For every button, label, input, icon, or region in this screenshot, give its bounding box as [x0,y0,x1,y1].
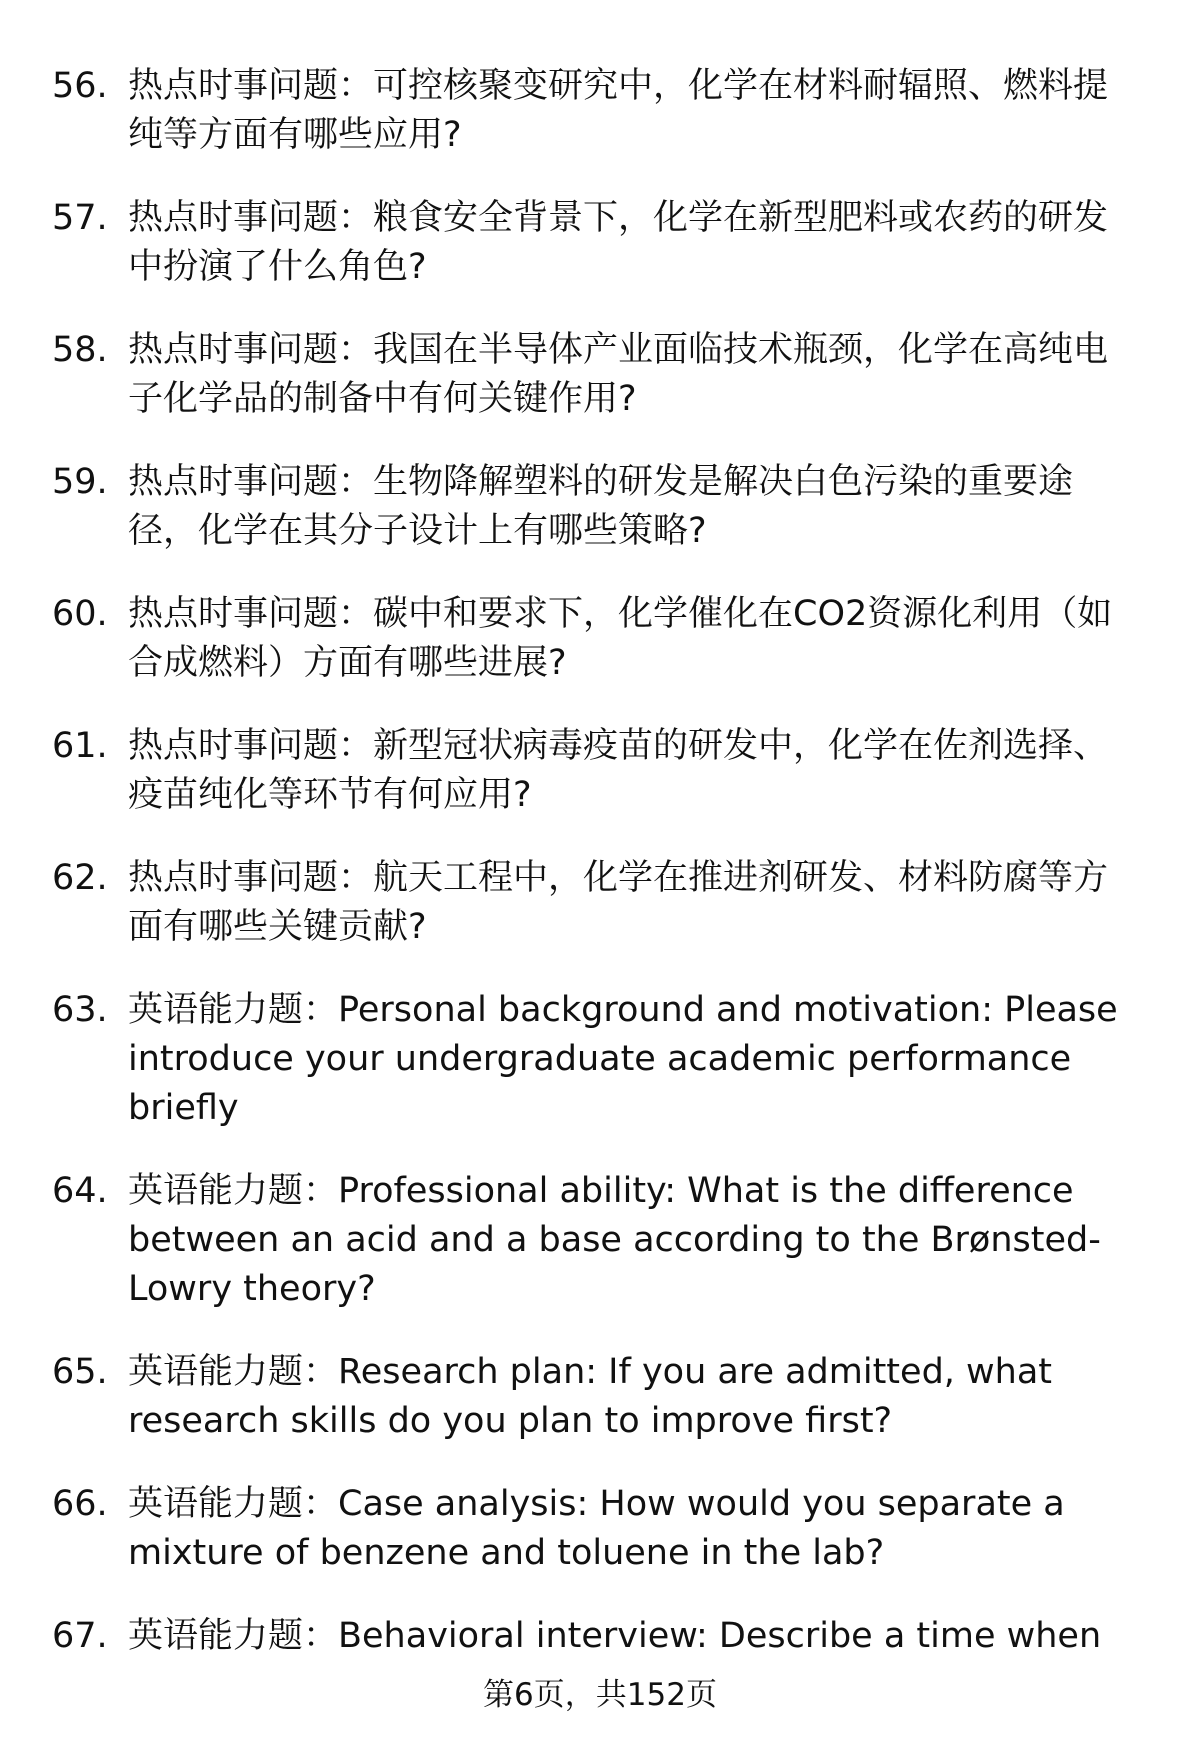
question-item [0,1348,1200,1446]
question-text: 英语能力题：Personal background and motivation: Please introduce your undergraduate academic performance briefly [128,990,1118,1128]
question-text: 热点时事问题：碳中和要求下，化学催化在CO2资源化利用（如合成燃料）方面有哪些进展? [128,594,1113,683]
question-text: 热点时事问题：新型冠状病毒疫苗的研发中，化学在佐剂选择、疫苗纯化等环节有何应用? [128,726,1109,815]
question-item [0,854,1200,952]
page-footer: 第6页，共152页 [483,1677,717,1713]
question-text: 热点时事问题：可控核聚变研究中，化学在材料耐辐照、燃料提纯等方面有哪些应用? [128,66,1109,155]
question-item [0,1612,1200,1661]
question-number: 65. [52,1352,108,1392]
question-text: 热点时事问题：粮食安全背景下，化学在新型肥料或农药的研发中扮演了什么角色? [128,198,1109,287]
question-text: 英语能力题：Behavioral interview: Describe a time when [128,1616,1102,1656]
question-number: 62. [52,858,108,898]
question-text: 热点时事问题：航天工程中，化学在推进剂研发、材料防腐等方面有哪些关键贡献? [128,858,1109,947]
question-number: 64. [52,1171,108,1211]
question-number: 57. [52,198,108,238]
question-text: 英语能力题：Professional ability: What is the difference between an acid and a base according to the Brønsted-Lowry theory? [128,1171,1101,1309]
question-text: 热点时事问题：生物降解塑料的研发是解决白色污染的重要途径，化学在其分子设计上有哪些策略? [128,462,1074,551]
question-item [0,722,1200,820]
question-item [0,458,1200,556]
question-number: 59. [52,462,108,502]
question-item [0,62,1200,160]
question-number: 61. [52,726,108,766]
question-item [0,590,1200,688]
question-item [0,194,1200,292]
question-number: 63. [52,990,108,1030]
question-number: 67. [52,1616,108,1656]
question-text: 英语能力题：Research plan: If you are admitted, what research skills do you plan to improve first? [128,1352,1053,1441]
question-item [0,986,1200,1133]
question-item [0,326,1200,424]
question-text: 热点时事问题：我国在半导体产业面临技术瓶颈，化学在高纯电子化学品的制备中有何关键作用? [128,330,1109,419]
question-list [0,62,1200,1661]
question-number: 56. [52,66,108,106]
question-number: 66. [52,1484,108,1524]
question-item [0,1167,1200,1314]
question-text: 英语能力题：Case analysis: How would you separate a mixture of benzene and toluene in the lab? [128,1484,1065,1573]
question-item [0,1480,1200,1578]
question-number: 60. [52,594,108,634]
question-number: 58. [52,330,108,370]
